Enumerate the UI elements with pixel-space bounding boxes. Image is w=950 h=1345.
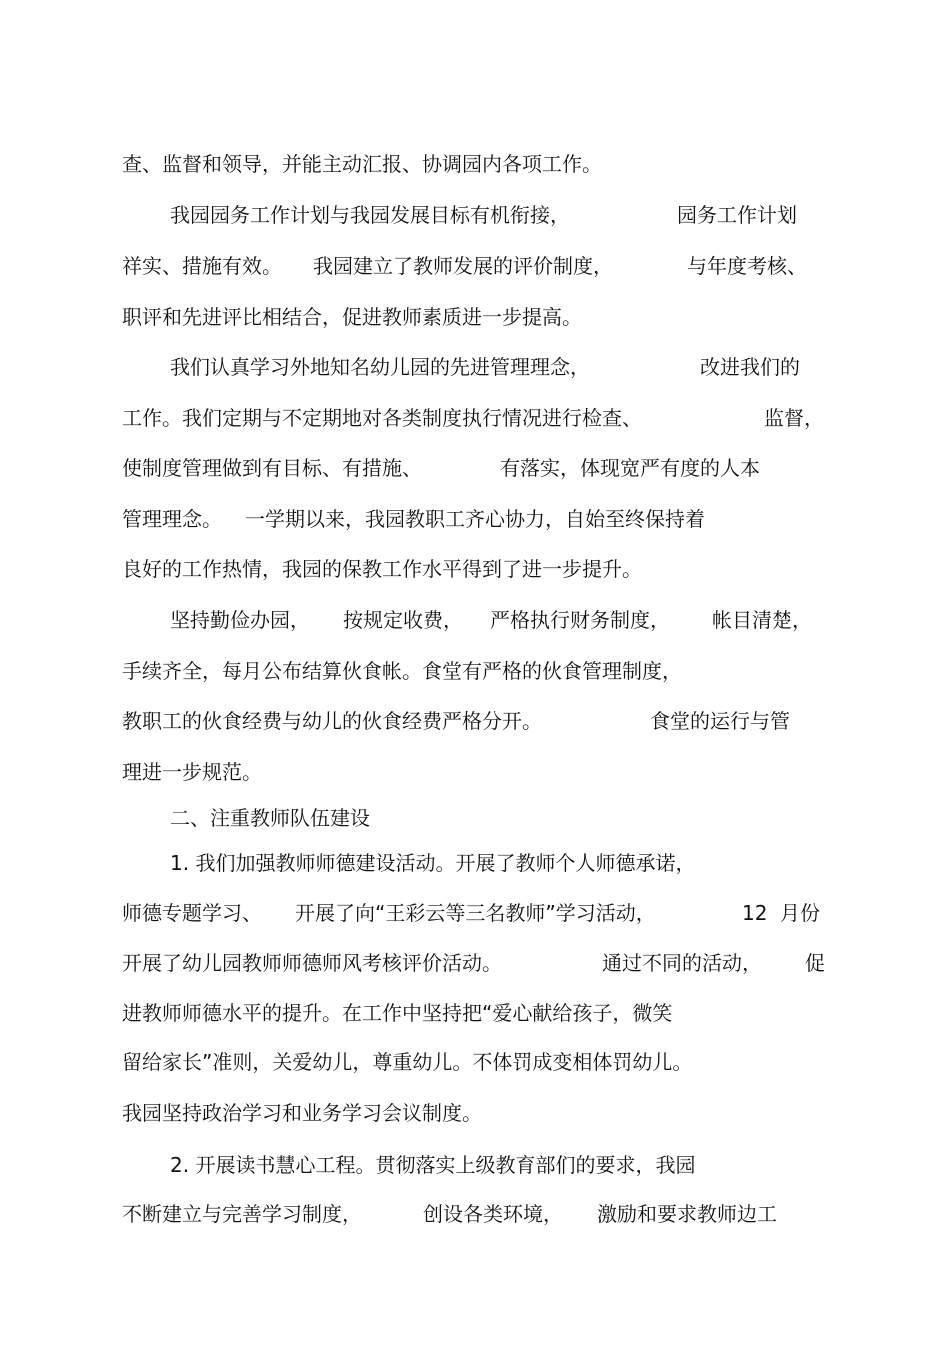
text-line: 祥实、措施有效。 (122, 254, 282, 278)
text-line: 食堂的运行与管 (650, 709, 790, 733)
text-line: 通过不同的活动， (602, 951, 762, 975)
text-line: 改进我们的 (700, 355, 800, 379)
text-line: 不断建立与完善学习制度， (122, 1202, 362, 1226)
text-line: 激励和要求教师边工 (597, 1202, 777, 1226)
text-line: 理进一步规范。 (122, 760, 262, 784)
text-line: 与年度考核、 (687, 254, 807, 278)
text-line: 查、监督和领导，并能主动汇报、协调园内各项工作。 (122, 152, 602, 176)
text-line: 严格执行财务制度， (490, 608, 670, 632)
text-line: 我园建立了教师发展的评价制度， (313, 254, 613, 278)
text-line: 园务工作计划 (677, 203, 797, 227)
text-line: 教职工的伙食经费与幼儿的伙食经费严格分开。 (122, 709, 542, 733)
text-line: 我们认真学习外地知名幼儿园的先进管理理念， (170, 355, 590, 379)
text-line: 监督， (764, 406, 824, 430)
text-line: 使制度管理做到有目标、有措施、 (122, 456, 422, 480)
text-line: 进教师师德水平的提升。在工作中坚持把“爱心献给孩子，微笑 (122, 1001, 673, 1025)
text-line: 帐目清楚， (712, 608, 812, 632)
text-line: 留给家长”准则，关爱幼儿，尊重幼儿。不体罚成变相体罚幼儿。 (122, 1050, 693, 1074)
text-line: 促 (805, 951, 825, 975)
text-line: 开展了幼儿园教师师德师风考核评价活动。 (122, 951, 502, 975)
text-line: 按规定收费， (343, 608, 463, 632)
text-line: 1. 我们加强教师师德建设活动。开展了教师个人师德承诺， (170, 851, 696, 875)
text-line: 有落实，体现宽严有度的人本 (500, 456, 760, 480)
text-line: 职评和先进评比相结合，促进教师素质进一步提高。 (122, 305, 582, 329)
text-line: 创设各类环境， (423, 1202, 563, 1226)
text-line: 12 (742, 901, 768, 925)
text-line: 2. 开展读书慧心工程。贯彻落实上级教育部们的要求，我园 (170, 1153, 696, 1177)
text-line: 良好的工作热情，我园的保教工作水平得到了进一步提升。 (122, 557, 642, 581)
text-line: 我园坚持政治学习和业务学习会议制度。 (122, 1101, 482, 1125)
text-line: 月份 (780, 901, 820, 925)
text-line: 开展了向“王彩云等三名教师”学习活动， (295, 901, 656, 925)
text-line: 一学期以来，我园教职工齐心协力，自始至终保持着 (245, 507, 705, 531)
text-line: 工作。我们定期与不定期地对各类制度执行情况进行检查、 (122, 406, 642, 430)
text-line: 手续齐全，每月公布结算伙食帐。食堂有严格的伙食管理制度， (122, 659, 682, 683)
text-line: 管理理念。 (122, 507, 222, 531)
text-line: 师德专题学习、 (122, 901, 262, 925)
section-heading: 二、注重教师队伍建设 (170, 806, 370, 830)
text-line: 坚持勤俭办园， (170, 608, 310, 632)
text-line: 我园园务工作计划与我园发展目标有机衔接， (170, 203, 570, 227)
